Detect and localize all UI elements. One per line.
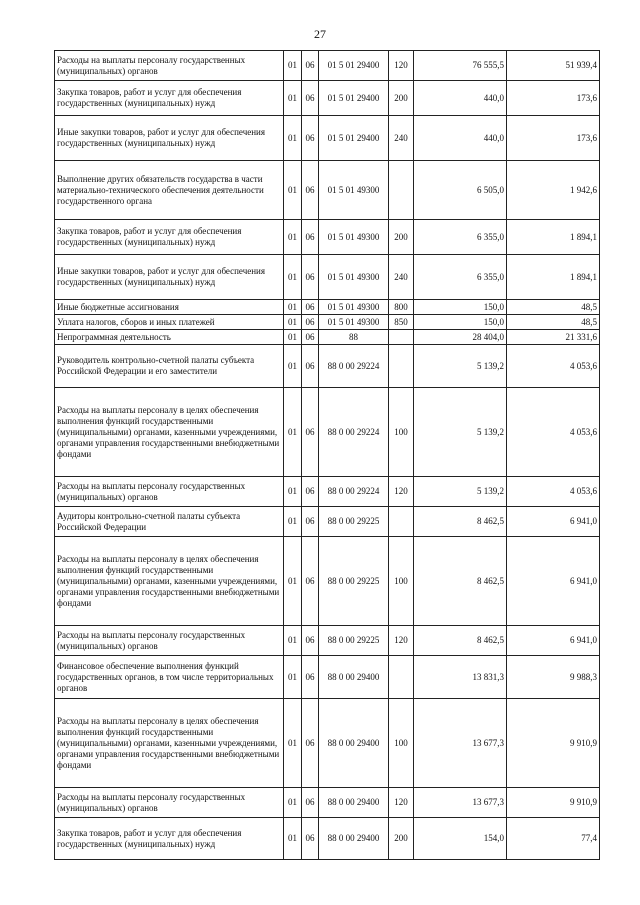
executed-sum-cell: 173,6 [507, 81, 600, 116]
expense-name-cell: Закупка товаров, работ и услуг для обеспечения государственных (муниципальных) нужд [55, 81, 284, 116]
table-row [55, 345, 600, 388]
target-article-cell: 88 0 00 29224 [319, 388, 389, 477]
table-row [55, 330, 600, 345]
expense-type-cell [389, 161, 414, 220]
expense-type-cell: 240 [389, 255, 414, 300]
target-article-cell: 88 0 00 29225 [319, 507, 389, 537]
planned-sum-cell: 13 677,3 [414, 788, 507, 818]
planned-sum-cell: 150,0 [414, 315, 507, 330]
subsection-code-cell: 06 [302, 51, 319, 81]
section-code-cell: 01 [284, 699, 302, 788]
section-code-cell: 01 [284, 330, 302, 345]
executed-sum-cell: 4 053,6 [507, 477, 600, 507]
expense-name-cell: Уплата налогов, сборов и иных платежей [55, 315, 284, 330]
expense-type-cell: 240 [389, 116, 414, 161]
section-code-cell: 01 [284, 507, 302, 537]
executed-sum-cell: 51 939,4 [507, 51, 600, 81]
target-article-cell: 88 0 00 29400 [319, 788, 389, 818]
target-article-cell: 01 5 01 29400 [319, 81, 389, 116]
budget-table [54, 50, 600, 860]
expense-name-cell: Непрограммная деятельность [55, 330, 284, 345]
executed-sum-cell: 4 053,6 [507, 388, 600, 477]
subsection-code-cell: 06 [302, 330, 319, 345]
subsection-code-cell: 06 [302, 537, 319, 626]
table-row [55, 699, 600, 788]
section-code-cell: 01 [284, 315, 302, 330]
target-article-cell: 88 0 00 29224 [319, 345, 389, 388]
expense-name-cell: Выполнение других обязательств государства в части материально-технического обеспечения деятельности государственного органа [55, 161, 284, 220]
expense-type-cell: 200 [389, 818, 414, 860]
section-code-cell: 01 [284, 161, 302, 220]
subsection-code-cell: 06 [302, 626, 319, 656]
executed-sum-cell: 1 942,6 [507, 161, 600, 220]
executed-sum-cell: 48,5 [507, 300, 600, 315]
expense-name-cell: Расходы на выплаты персоналу в целях обеспечения выполнения функций государственными (муниципальными) органами, казенными учреждениями, органами управления государственными внебюджетными фондами [55, 537, 284, 626]
expense-name-cell: Расходы на выплаты персоналу государственных (муниципальных) органов [55, 788, 284, 818]
target-article-cell: 88 0 00 29400 [319, 818, 389, 860]
subsection-code-cell: 06 [302, 116, 319, 161]
planned-sum-cell: 150,0 [414, 300, 507, 315]
table-row [55, 220, 600, 255]
table-row [55, 626, 600, 656]
table-row [55, 507, 600, 537]
planned-sum-cell: 5 139,2 [414, 477, 507, 507]
subsection-code-cell: 06 [302, 788, 319, 818]
table-row [55, 315, 600, 330]
table-row [55, 388, 600, 477]
section-code-cell: 01 [284, 116, 302, 161]
expense-type-cell: 200 [389, 220, 414, 255]
table-row [55, 818, 600, 860]
target-article-cell: 88 0 00 29400 [319, 699, 389, 788]
expense-type-cell: 850 [389, 315, 414, 330]
subsection-code-cell: 06 [302, 255, 319, 300]
executed-sum-cell: 173,6 [507, 116, 600, 161]
table-row [55, 161, 600, 220]
section-code-cell: 01 [284, 220, 302, 255]
expense-name-cell: Закупка товаров, работ и услуг для обеспечения государственных (муниципальных) нужд [55, 818, 284, 860]
expense-name-cell: Расходы на выплаты персоналу государственных (муниципальных) органов [55, 626, 284, 656]
table-row [55, 81, 600, 116]
planned-sum-cell: 440,0 [414, 81, 507, 116]
planned-sum-cell: 6 505,0 [414, 161, 507, 220]
expense-name-cell: Закупка товаров, работ и услуг для обеспечения государственных (муниципальных) нужд [55, 220, 284, 255]
planned-sum-cell: 13 831,3 [414, 656, 507, 699]
expense-type-cell [389, 507, 414, 537]
subsection-code-cell: 06 [302, 300, 319, 315]
section-code-cell: 01 [284, 388, 302, 477]
section-code-cell: 01 [284, 626, 302, 656]
target-article-cell: 01 5 01 49300 [319, 255, 389, 300]
planned-sum-cell: 28 404,0 [414, 330, 507, 345]
subsection-code-cell: 06 [302, 345, 319, 388]
planned-sum-cell: 8 462,5 [414, 537, 507, 626]
section-code-cell: 01 [284, 788, 302, 818]
target-article-cell: 01 5 01 49300 [319, 315, 389, 330]
executed-sum-cell: 1 894,1 [507, 220, 600, 255]
table-row [55, 537, 600, 626]
table-row [55, 116, 600, 161]
subsection-code-cell: 06 [302, 656, 319, 699]
planned-sum-cell: 154,0 [414, 818, 507, 860]
expense-type-cell [389, 330, 414, 345]
expense-name-cell: Расходы на выплаты персоналу государственных (муниципальных) органов [55, 51, 284, 81]
planned-sum-cell: 440,0 [414, 116, 507, 161]
expense-name-cell: Руководитель контрольно-счетной палаты субъекта Российской Федерации и его заместители [55, 345, 284, 388]
executed-sum-cell: 9 910,9 [507, 699, 600, 788]
expense-type-cell: 120 [389, 626, 414, 656]
subsection-code-cell: 06 [302, 161, 319, 220]
section-code-cell: 01 [284, 51, 302, 81]
expense-name-cell: Иные бюджетные ассигнования [55, 300, 284, 315]
executed-sum-cell: 21 331,6 [507, 330, 600, 345]
table-row [55, 477, 600, 507]
executed-sum-cell: 9 910,9 [507, 788, 600, 818]
target-article-cell: 88 0 00 29224 [319, 477, 389, 507]
planned-sum-cell: 13 677,3 [414, 699, 507, 788]
expense-name-cell: Аудиторы контрольно-счетной палаты субъекта Российской Федерации [55, 507, 284, 537]
planned-sum-cell: 76 555,5 [414, 51, 507, 81]
page-number: 27 [314, 27, 326, 41]
expense-type-cell: 120 [389, 51, 414, 81]
target-article-cell: 88 0 00 29225 [319, 626, 389, 656]
expense-type-cell: 100 [389, 388, 414, 477]
target-article-cell: 88 0 00 29225 [319, 537, 389, 626]
subsection-code-cell: 06 [302, 315, 319, 330]
section-code-cell: 01 [284, 81, 302, 116]
subsection-code-cell: 06 [302, 388, 319, 477]
executed-sum-cell: 48,5 [507, 315, 600, 330]
section-code-cell: 01 [284, 345, 302, 388]
expense-type-cell [389, 656, 414, 699]
subsection-code-cell: 06 [302, 220, 319, 255]
planned-sum-cell: 6 355,0 [414, 255, 507, 300]
expense-type-cell: 100 [389, 537, 414, 626]
target-article-cell: 88 0 00 29400 [319, 656, 389, 699]
expense-name-cell: Иные закупки товаров, работ и услуг для обеспечения государственных (муниципальных) нужд [55, 255, 284, 300]
table-row [55, 51, 600, 81]
target-article-cell: 01 5 01 49300 [319, 161, 389, 220]
target-article-cell: 88 [319, 330, 389, 345]
section-code-cell: 01 [284, 477, 302, 507]
target-article-cell: 01 5 01 29400 [319, 116, 389, 161]
expense-name-cell: Расходы на выплаты персоналу в целях обеспечения выполнения функций государственными (муниципальными) органами, казенными учреждениями, органами управления государственными внебюджетными фондами [55, 388, 284, 477]
expense-type-cell: 800 [389, 300, 414, 315]
section-code-cell: 01 [284, 656, 302, 699]
expense-type-cell: 100 [389, 699, 414, 788]
expense-name-cell: Расходы на выплаты персоналу в целях обеспечения выполнения функций государственными (муниципальными) органами, казенными учреждениями, органами управления государственными внебюджетными фондами [55, 699, 284, 788]
table-row [55, 300, 600, 315]
expense-type-cell [389, 345, 414, 388]
planned-sum-cell: 6 355,0 [414, 220, 507, 255]
table-row [55, 788, 600, 818]
target-article-cell: 01 5 01 49300 [319, 300, 389, 315]
planned-sum-cell: 5 139,2 [414, 388, 507, 477]
section-code-cell: 01 [284, 818, 302, 860]
target-article-cell: 01 5 01 49300 [319, 220, 389, 255]
expense-type-cell: 120 [389, 788, 414, 818]
subsection-code-cell: 06 [302, 507, 319, 537]
executed-sum-cell: 9 988,3 [507, 656, 600, 699]
subsection-code-cell: 06 [302, 699, 319, 788]
planned-sum-cell: 8 462,5 [414, 507, 507, 537]
executed-sum-cell: 6 941,0 [507, 626, 600, 656]
executed-sum-cell: 4 053,6 [507, 345, 600, 388]
expense-type-cell: 200 [389, 81, 414, 116]
executed-sum-cell: 77,4 [507, 818, 600, 860]
planned-sum-cell: 5 139,2 [414, 345, 507, 388]
planned-sum-cell: 8 462,5 [414, 626, 507, 656]
expense-name-cell: Иные закупки товаров, работ и услуг для обеспечения государственных (муниципальных) нужд [55, 116, 284, 161]
executed-sum-cell: 1 894,1 [507, 255, 600, 300]
expense-type-cell: 120 [389, 477, 414, 507]
executed-sum-cell: 6 941,0 [507, 507, 600, 537]
section-code-cell: 01 [284, 300, 302, 315]
table-row [55, 255, 600, 300]
subsection-code-cell: 06 [302, 477, 319, 507]
subsection-code-cell: 06 [302, 818, 319, 860]
target-article-cell: 01 5 01 29400 [319, 51, 389, 81]
executed-sum-cell: 6 941,0 [507, 537, 600, 626]
table-body [55, 51, 600, 860]
expense-name-cell: Расходы на выплаты персоналу государственных (муниципальных) органов [55, 477, 284, 507]
subsection-code-cell: 06 [302, 81, 319, 116]
table-row [55, 656, 600, 699]
expense-name-cell: Финансовое обеспечение выполнения функций государственных органов, в том числе территориальных органов [55, 656, 284, 699]
section-code-cell: 01 [284, 537, 302, 626]
section-code-cell: 01 [284, 255, 302, 300]
